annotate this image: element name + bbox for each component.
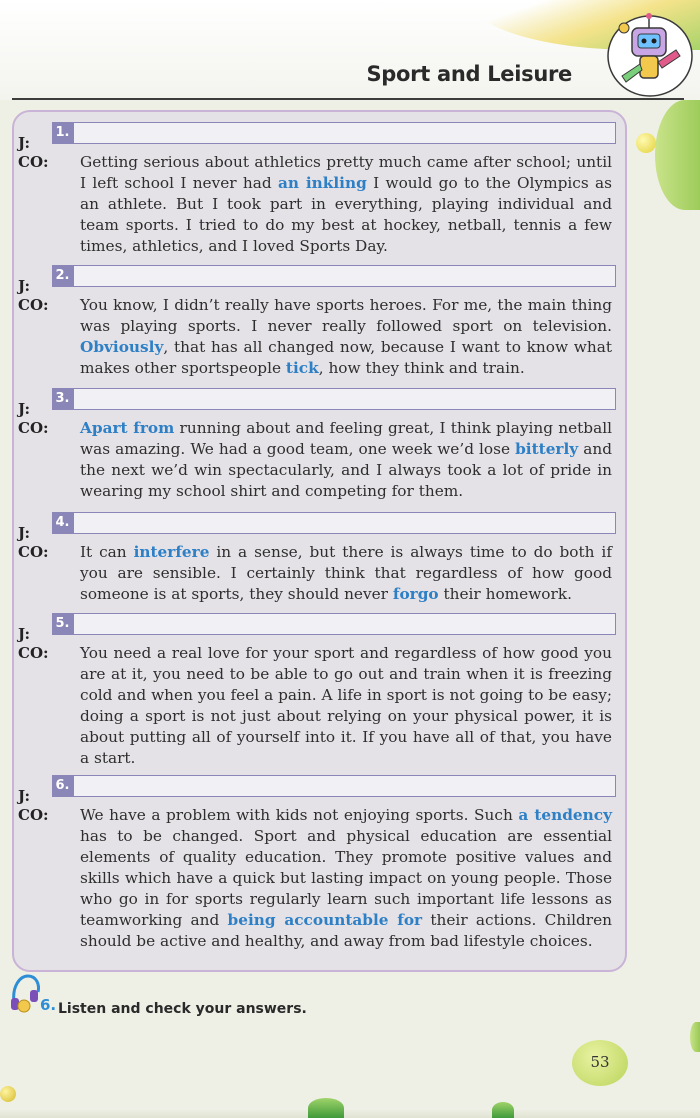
text-segment: We have a problem with kids not enjoying sports. Such (80, 806, 519, 824)
interview-answer-text (80, 542, 612, 605)
text-segment: You know, I didn’t really have sports heroes. For me, the main thing was playing sports. I never really followed sport on television. (80, 296, 612, 335)
decor-leaf (492, 1102, 514, 1118)
decor-bubble (0, 1086, 16, 1102)
decor-leaf (690, 1022, 700, 1052)
header-rule (12, 98, 684, 100)
task-number: 6. (40, 996, 57, 1014)
answer-row-co (18, 152, 618, 257)
interview-item (18, 775, 618, 952)
interview-item (18, 512, 618, 605)
question-number-badge: 4. (52, 512, 73, 534)
speaker-label-j: J: (18, 277, 31, 295)
speaker-label-j: J: (18, 134, 31, 152)
speaker-label-co: CO: (18, 543, 49, 561)
question-number-badge: 6. (52, 775, 73, 797)
highlighted-phrase: being accountable for (227, 911, 423, 929)
answer-row-co (18, 418, 618, 502)
speaker-label-co: CO: (18, 644, 49, 662)
highlighted-phrase: Obviously (80, 338, 164, 356)
interview-answer-text (80, 643, 612, 769)
section-title: Sport and Leisure (366, 62, 572, 86)
task-instruction (10, 972, 410, 1016)
highlighted-phrase: bitterly (515, 440, 579, 458)
speaker-label-co: CO: (18, 806, 49, 824)
text-segment: It can (80, 543, 134, 561)
interview-answer-text (80, 418, 612, 502)
text-segment: , how they think and train. (318, 359, 525, 377)
text-segment: , that has all changed now, because I want to know what makes other sportspeople (80, 338, 612, 377)
page-number: 53 (590, 1053, 610, 1071)
answer-row (18, 265, 618, 295)
question-number-badge: 2. (52, 265, 73, 287)
text-segment: You need a real love for your sport and regardless of how good you are at it, you need to be able to go out and train when it is freezing cold and when you feel a pain. A life in sport is not going to be easy; doing a sport is not just about relying on your physical power, it is about putting all of yourself into it. If you have all of that, you have a start. (80, 644, 612, 767)
answer-row (18, 512, 618, 542)
answer-blank-field[interactable] (73, 122, 616, 144)
speaker-label-j: J: (18, 400, 31, 418)
text-segment: running about and feeling great, I think playing netball was amazing. We had a good team, one week we’d lose (80, 419, 612, 458)
answer-row-co (18, 643, 618, 769)
speaker-label-j: J: (18, 524, 31, 542)
task-text: Listen and check your answers. (58, 1001, 307, 1017)
interview-item (18, 265, 618, 379)
answer-row-co (18, 295, 618, 379)
question-number-badge: 3. (52, 388, 73, 410)
answer-row-co (18, 805, 618, 952)
highlighted-phrase: forgo (392, 585, 439, 603)
speaker-label-co: CO: (18, 153, 49, 171)
speaker-label-co: CO: (18, 296, 49, 314)
answer-row-co (18, 542, 618, 605)
decor-leaf (655, 100, 700, 210)
answer-blank-field[interactable] (73, 613, 616, 635)
answer-row (18, 775, 618, 805)
speaker-label-j: J: (18, 625, 31, 643)
interview-item (18, 388, 618, 502)
answer-row (18, 388, 618, 418)
headphones-listen-icon (10, 972, 40, 1014)
answer-row (18, 613, 618, 643)
cartoon-robot-mascot-icon (602, 6, 698, 102)
text-segment: their actions. Children should be active and healthy, and away from bad lifestyle choices. (80, 911, 613, 950)
highlighted-phrase: an inkling (278, 174, 367, 192)
text-segment: has to be changed. Sport and physical education are essential elements of quality education. They promote positive values and skills which have a quick but lasting impact on young people. Those who go in for sports regularly learn such important life lessons as teamworking and (80, 827, 612, 929)
interview-item (18, 122, 618, 257)
decor-leaf (308, 1098, 344, 1118)
interview-item (18, 613, 618, 769)
answer-blank-field[interactable] (73, 265, 616, 287)
answer-blank-field[interactable] (73, 512, 616, 534)
highlighted-phrase: Apart from (80, 419, 175, 437)
answer-blank-field[interactable] (73, 388, 616, 410)
text-segment: Getting serious about athletics pretty much came after school; until I left school I never had (80, 153, 612, 192)
highlighted-phrase: interfere (133, 543, 210, 561)
answer-blank-field[interactable] (73, 775, 616, 797)
question-number-badge: 5. (52, 613, 73, 635)
highlighted-phrase: tick (285, 359, 319, 377)
answer-row (18, 122, 618, 152)
interview-answer-text (80, 152, 612, 257)
bottom-band (0, 1108, 700, 1118)
interview-answer-text (80, 805, 612, 952)
speaker-label-co: CO: (18, 419, 49, 437)
text-segment: and the next we’d win spectacularly, and I always took a lot of pride in wearing my school shirt and competing for them. (80, 440, 612, 500)
decor-bubble (636, 133, 656, 153)
highlighted-phrase: a tendency (518, 806, 612, 824)
interview-answer-text (80, 295, 612, 379)
text-segment: I would go to the Olympics as an athlete. But I took part in everything, playing individual and team sports. I tried to do my best at hockey, netball, tennis a few times, athletics, and I loved Sports Day. (80, 174, 612, 255)
speaker-label-j: J: (18, 787, 31, 805)
text-segment: in a sense, but there is always time to do both if you are sensible. I certainly think that regardless of how good someone is at sports, they should never (80, 543, 612, 603)
question-number-badge: 1. (52, 122, 73, 144)
text-segment: their homework. (438, 585, 572, 603)
